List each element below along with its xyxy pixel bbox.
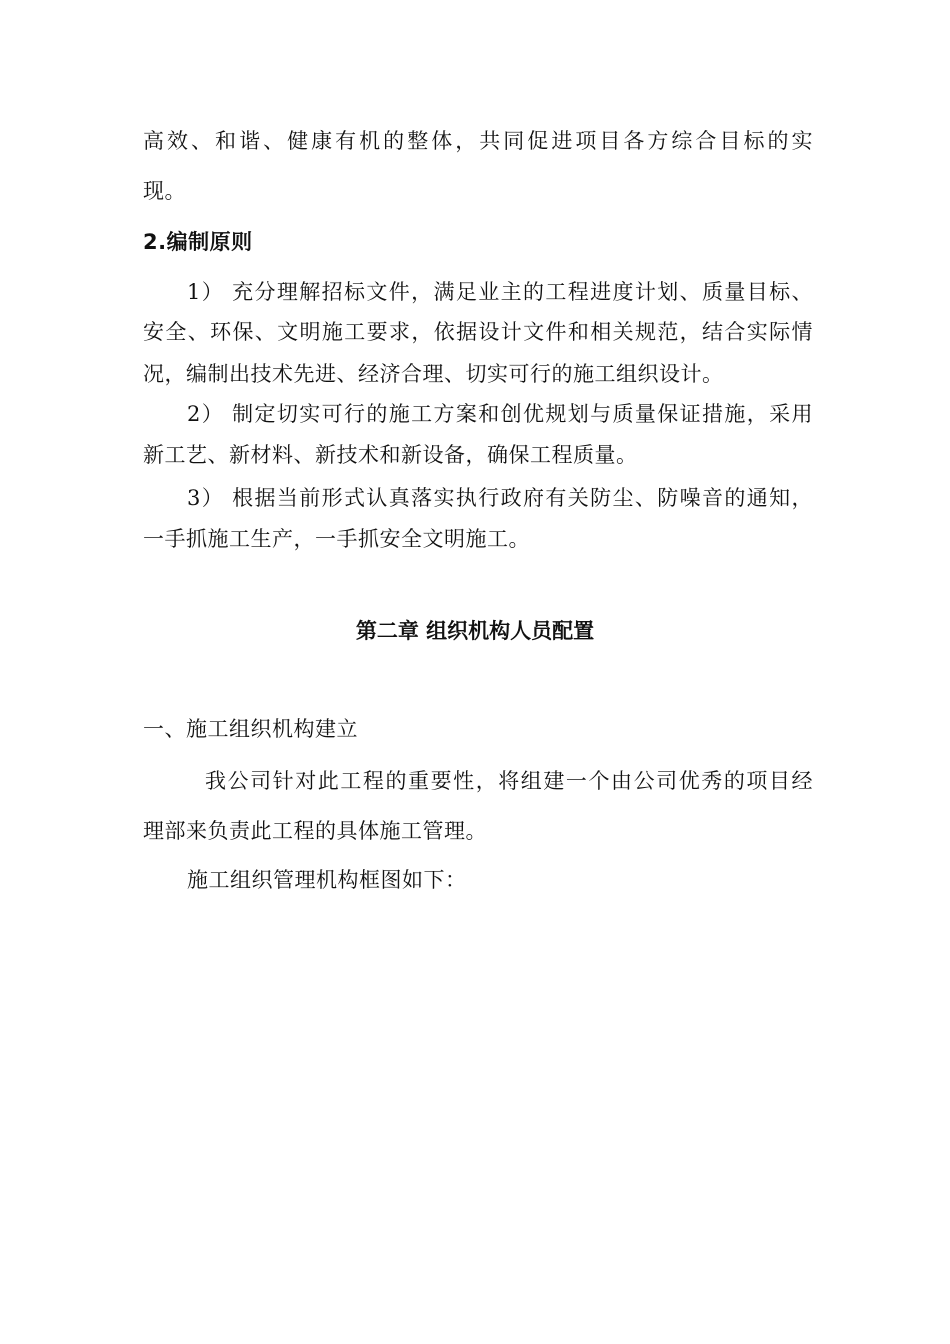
principle-3-line-1: 3） 根据当前形式认真落实执行政府有关防尘、防噪音的通知，: [187, 486, 813, 510]
principle-2-line-2: 新工艺、新材料、新技术和新设备，确保工程质量。: [143, 443, 638, 467]
chapter-title: 第二章 组织机构人员配置: [355, 619, 595, 643]
org-paragraph-line-2: 理部来负责此工程的具体施工管理。: [143, 819, 487, 843]
principle-3-line-2: 一手抓施工生产，一手抓安全文明施工。: [143, 527, 530, 551]
principle-1-line-3: 况，编制出技术先进、经济合理、切实可行的施工组织设计。: [143, 362, 724, 386]
continuation-line-2: 现。: [143, 179, 186, 203]
principle-1-line-2: 安全、环保、文明施工要求，依据设计文件和相关规范，结合实际情: [143, 320, 813, 344]
section-heading: 2.编制原则: [143, 230, 253, 254]
org-paragraph-line-1: 我公司针对此工程的重要性，将组建一个由公司优秀的项目经: [205, 769, 813, 793]
principle-2-line-1: 2） 制定切实可行的施工方案和创优规划与质量保证措施，采用: [187, 402, 813, 426]
principle-1-line-1: 1） 充分理解招标文件，满足业主的工程进度计划、质量目标、: [187, 280, 813, 304]
continuation-line-1: 高效、和谐、健康有机的整体，共同促进项目各方综合目标的实: [143, 129, 813, 153]
chart-intro: 施工组织管理机构框图如下：: [187, 868, 467, 892]
subsection-title: 一、施工组织机构建立: [143, 717, 358, 741]
